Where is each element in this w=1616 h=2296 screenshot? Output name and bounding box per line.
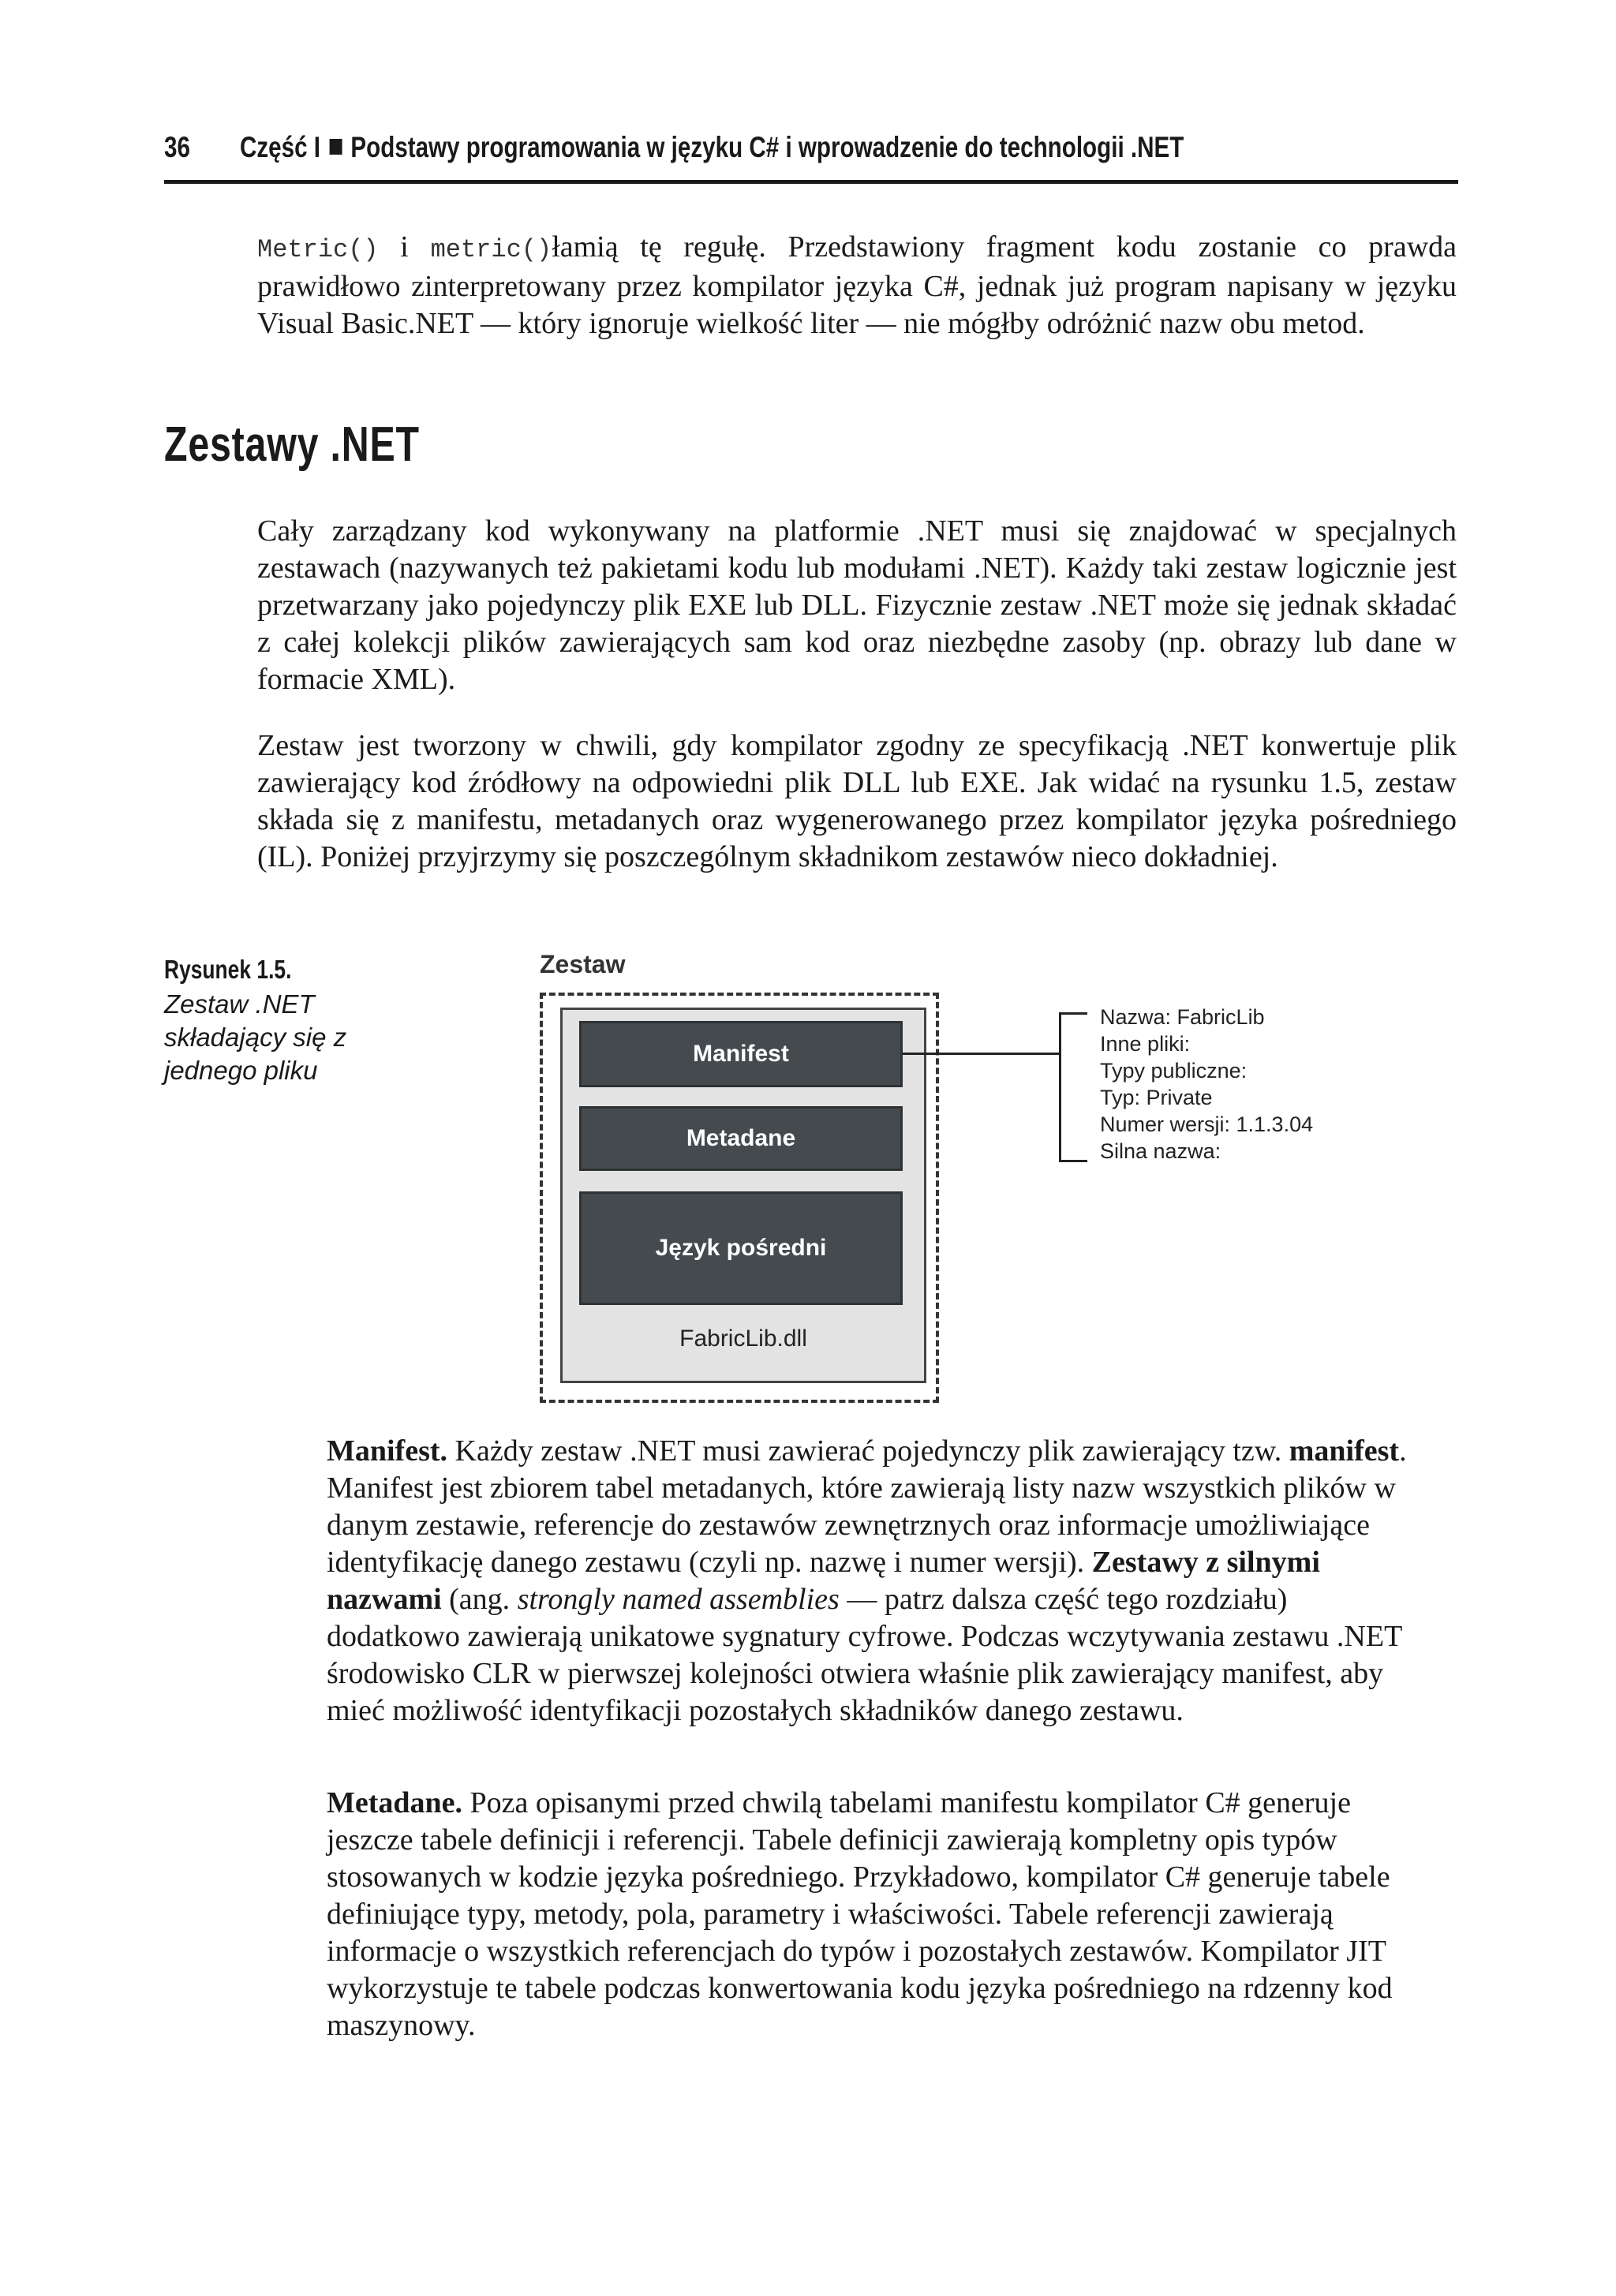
- figure-caption-title: Rysunek 1.5.: [164, 955, 292, 984]
- manifest-text-4: — patrz dalsza część tego rozdziału) dodatkowo zawierają unikatowe sygnatury cyfrowe. Podczas wczytywania zestawu .NET środowisko CLR w pierwszej kolejności otwiera właśnie plik zawierający manifest, aby mieć możliwość identyfikacji pozostałych składników danego zestawu.: [327, 1583, 1402, 1727]
- metadata-paragraph: [327, 1785, 1411, 2044]
- manifest-text-2: . Manifest jest zbiorem tabel metadanych, które zawierają listy nazw wszystkich plików w danym zestawie, referencje do zestawów zewnętrznych oraz informacje umożliwiające identyfikację danego zestawu (czyli np. nazwę i numer wersji).: [327, 1434, 1407, 1579]
- file-name-label: FabricLib.dll: [679, 1326, 807, 1352]
- intro-paragraph: [257, 229, 1457, 342]
- manifest-block: Manifest: [579, 1021, 903, 1087]
- manifest-term: Manifest.: [327, 1434, 448, 1468]
- manifest-text-1: Każdy zestaw .NET musi zawierać pojedynczy plik zawierający tzw.: [447, 1434, 1289, 1468]
- connector-line: [903, 1053, 1060, 1055]
- metadata-block: Metadane: [579, 1106, 903, 1171]
- square-bullet-icon: [329, 139, 342, 155]
- il-block: Język pośredni: [579, 1191, 903, 1305]
- english-term: strongly named assemblies: [517, 1583, 840, 1616]
- section-heading: Zestawy .NET: [164, 417, 420, 472]
- manifest-paragraph: [327, 1433, 1411, 1729]
- connector-bracket-bottom: [1059, 1160, 1087, 1162]
- running-header: [164, 131, 1199, 175]
- intro-text: łamią tę regułę. Przedstawiony fragment kodu zostanie co prawda prawidłowo zinterpretowany przez kompilator języka C#, jednak już program napisany w języku Visual Basic.NET — który ignoruje wielkość liter — nie mógłby odróżnić nazw obu metod.: [257, 230, 1457, 340]
- assembly-label: Zestaw: [540, 950, 626, 978]
- page-number: 36: [164, 131, 190, 163]
- manifest-bold-word: manifest: [1289, 1434, 1400, 1468]
- code-metric-lower: metric(): [430, 235, 552, 264]
- metadata-text: Poza opisanymi przed chwilą tabelami manifestu kompilator C# generuje jeszcze tabele definicji i referencji. Tabele definicji zawierają kompletny opis typów stosowanych w kodzie języka pośredniego. Przykładowo, kompilator C# generuje tabele definiujące typy, metody, pola, parametry i właściwości. Tabele referencji zawierają informacje o wszystkich referencjach do typów i pozostałych zestawów. Kompilator JIT wykorzystuje te tabele podczas konwertowania kodu języka pośredniego na rdzenny kod maszynowy.: [327, 1786, 1393, 2042]
- section-paragraph-2: Zestaw jest tworzony w chwili, gdy kompilator zgodny ze specyfikacją .NET konwertuje plik zawierający kod źródłowy na odpowiedni plik DLL lub EXE. Jak widać na rysunku 1.5, zestaw składa się z manifestu, metadanych oraz wygenerowanego przez kompilator języka pośredniego (IL). Poniżej przyjrzymy się poszczególnym składnikom zestawów nieco dokładniej.: [257, 729, 1457, 873]
- header-rule: [164, 180, 1458, 184]
- code-metric-upper: Metric(): [257, 235, 379, 264]
- property-other-files: Inne pliki:: [1100, 1032, 1191, 1056]
- section-paragraph-1: Cały zarządzany kod wykonywany na platformie .NET musi się znajdować w specjalnych zestawach (nazywanych też pakietami kodu lub modułami .NET). Każdy taki zestaw logicznie jest przetwarzany jako pojedynczy plik EXE lub DLL. Fizycznie zestaw .NET może się jednak składać z całej kolekcji plików zawierających sam kod oraz niezbędne zasoby (np. obrazy lub dane w formacie XML).: [257, 514, 1457, 696]
- property-name: Nazwa: FabricLib: [1100, 1005, 1265, 1029]
- property-public-types: Typy publiczne:: [1100, 1059, 1248, 1083]
- connector-bracket-top: [1059, 1012, 1087, 1015]
- manifest-text-3: (ang.: [441, 1583, 518, 1616]
- figure-caption-text: Zestaw .NET składający się z jednego pliku: [164, 989, 347, 1085]
- metadata-term: Metadane.: [327, 1786, 463, 1819]
- connector-bracket-vertical: [1059, 1012, 1061, 1162]
- intro-conj: i: [378, 230, 431, 264]
- property-strong-name: Silna nazwa:: [1100, 1139, 1221, 1163]
- header-title: Podstawy programowania w języku C# i wprowadzenie do technologii .NET: [350, 131, 1184, 163]
- property-version: Numer wersji: 1.1.3.04: [1100, 1112, 1314, 1136]
- property-type: Typ: Private: [1100, 1086, 1213, 1109]
- part-label: Część I: [240, 131, 321, 163]
- strong-names-term: Zestawy z silnymi nazwami: [327, 1546, 1320, 1616]
